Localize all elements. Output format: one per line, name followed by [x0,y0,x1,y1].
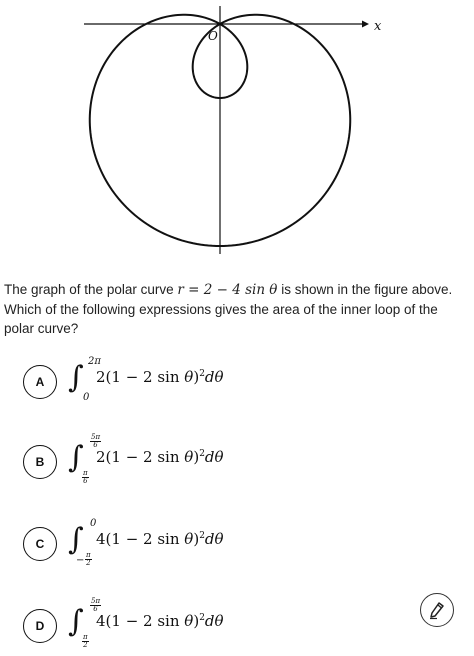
integral-sign: ∫ [68,522,84,557]
integrand: 2(1 − 2 sin θ)$^2$dθ [96,368,224,386]
upper-limit: 0 [90,518,97,529]
integral-sign: ∫ [68,360,84,395]
upper-limit: 2π [88,356,101,367]
choice-a[interactable] [0,352,474,412]
origin-label: O [208,29,218,43]
lower-limit: $\frac{\pi}{6}$ [83,469,88,485]
integrand: 2(1 − 2 sin θ)$^2$dθ [96,448,224,466]
choice-a-button[interactable]: A [23,365,57,399]
upper-limit: $\frac{5\pi}{6}$ [91,433,101,449]
question-text [4,280,470,338]
x-axis-label: x [374,19,382,34]
pencil-edit-icon [427,600,447,620]
integrand: 4(1 − 2 sin θ)$^2$dθ [96,612,224,630]
choice-b-button[interactable]: B [23,445,57,479]
lower-limit-sign: − [76,555,85,566]
x-axis-arrow-icon [362,21,369,28]
question-intro: The graph of the polar curve [4,282,178,297]
integrand: 4(1 − 2 sin θ)$^2$dθ [96,530,224,548]
choice-c-button[interactable]: C [23,527,57,561]
lower-limit: $\frac{\pi}{2}$ [83,633,88,649]
choice-c[interactable] [0,514,474,574]
choice-d[interactable] [0,596,474,656]
lower-limit: 0 [83,392,90,403]
edit-button[interactable] [420,593,454,627]
question-rest: is shown in the figure above. Which of the following expressions gives the area of the inner loop of the polar curve? [4,282,453,336]
integral-sign: ∫ [68,440,84,475]
choice-b[interactable] [0,432,474,492]
polar-graph [0,0,474,270]
choice-d-button[interactable]: D [23,609,57,643]
integral-sign: ∫ [68,604,84,639]
upper-limit: $\frac{5\pi}{6}$ [91,597,101,613]
lower-limit: $\frac{\pi}{2}$ [86,551,91,567]
question-equation: r = 2 − 4 sin θ [177,282,278,298]
